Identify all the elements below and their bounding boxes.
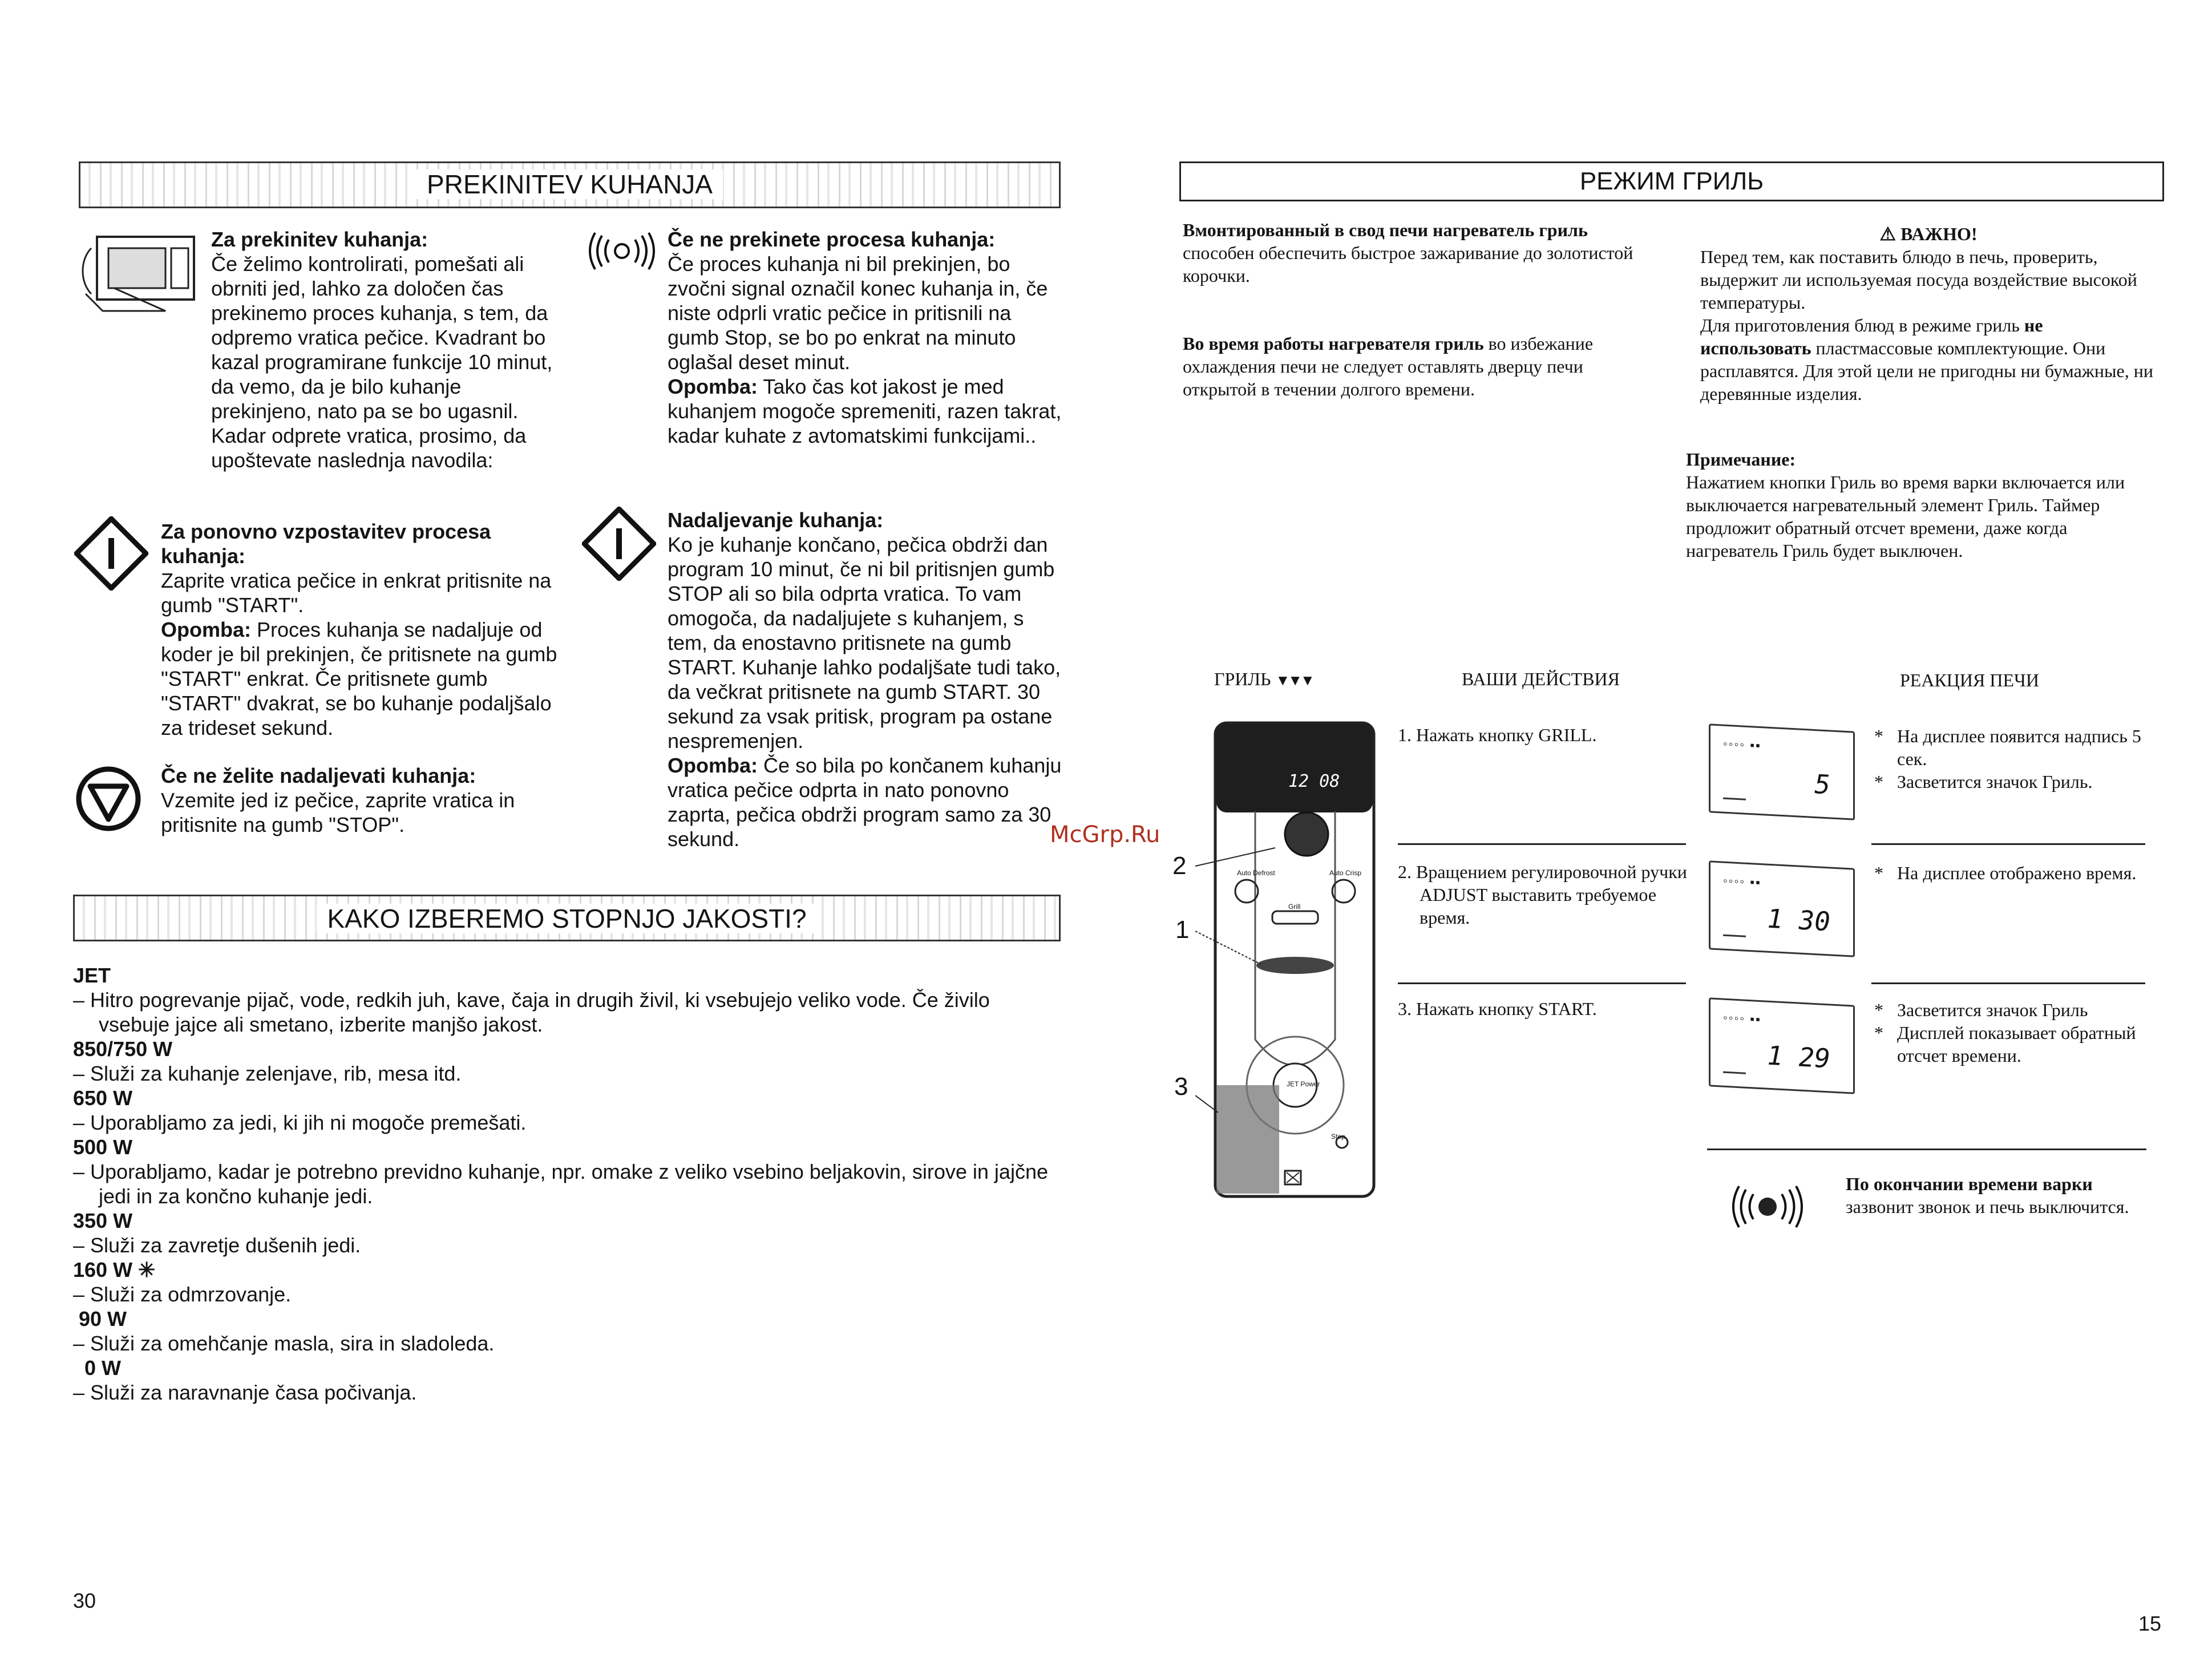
- triangles-icon: ▼▼▼: [1275, 672, 1313, 689]
- warning-icon: ⚠: [1879, 224, 1896, 244]
- power-label: 0 W: [84, 1356, 122, 1380]
- heading-no-interrupt: Če ne prekinete procesa kuhanja:: [668, 228, 996, 251]
- paragraph-no-interrupt: Če proces kuhanja ni bil prekinjen, bo zvočni signal označil konec kuhanja in, če niste odprli vratic pečice in pritisnili na gumb Stop, se bo po enkrat na minuto oglašal deset minut.: [668, 252, 1048, 374]
- power-text: – Služi za kuhanje zelenjave, rib, mesa itd.: [73, 1062, 462, 1085]
- note-text: Нажатием кнопки Гриль во время варки включается или выключается нагревательный элемент Гриль. Таймер продложит обратный отсчет времени, даже когда нагреватель Гриль будет выключен.: [1686, 472, 2125, 561]
- section-banner-prekinitev: [79, 161, 1061, 208]
- panel-label-crisp: Auto Crisp: [1329, 869, 1362, 877]
- step-3: 3. Нажать кнопку START.: [1398, 998, 1597, 1019]
- note-block: [1686, 448, 2142, 562]
- watermark: McGrp.Ru: [1050, 822, 1160, 848]
- display-segment: [1723, 1071, 1746, 1074]
- step-2: 2. Вращением регулировочной ручки ADJUST выставить требуемое время.: [1398, 862, 1687, 928]
- power-text: – Hitro pogrevanje pijač, vode, redkih juh, kave, čaja in drugih živil, ki vsebujejo veliko vode. Če živilo vsebuje jajce ali smetano, izberite manjšo jakost.: [73, 988, 990, 1036]
- display-icons: ◦◦◦◦ ▪▪: [1723, 1010, 1761, 1027]
- note-label: Opomba:: [668, 375, 758, 398]
- heading-prekinitev: Za prekinitev kuhanja:: [211, 228, 428, 251]
- header-grill-label: ГРИЛЬ: [1214, 669, 1271, 689]
- power-label: JET: [73, 964, 111, 987]
- end-text: зазвонит звонок и печь выключится.: [1846, 1196, 2129, 1217]
- callout-2: 2: [1172, 852, 1187, 880]
- intro-text: во избежание охлаждения печи не следует оставлять дверцу печи открытой в течении долгого времени.: [1183, 333, 1594, 399]
- display-icons: ◦◦◦◦ ▪▪: [1723, 736, 1761, 753]
- column-2-top: [668, 227, 1067, 448]
- panel-label-grill: Grill: [1288, 903, 1301, 911]
- power-text: – Služi za naravnanje časa počivanja.: [73, 1381, 417, 1404]
- banner-title: РЕЖИМ ГРИЛЬ: [1579, 167, 1764, 195]
- power-list: [73, 963, 1054, 1405]
- intro-bold: Во время работы нагревателя гриль: [1183, 333, 1484, 354]
- section-banner-grill: [1179, 161, 2164, 201]
- power-label: 650 W: [73, 1086, 133, 1110]
- bell-sound-icon: [585, 231, 659, 271]
- power-label: 850/750 W: [73, 1037, 173, 1061]
- power-text: – Uporabljamo, kadar je potrebno previdno kuhanje, npr. omake z veliko vsebino beljakovin, sirove in jajčne jedi in za končno kuhanje jedi.: [73, 1160, 1048, 1208]
- header-actions: ВАШИ ДЕЙСТВИЯ: [1462, 669, 1620, 689]
- heading-no-continue: Če ne želite nadaljevati kuhanja:: [161, 764, 476, 787]
- warning-text: Для приготовления блюд в режиме гриль: [1700, 315, 2020, 335]
- oven-display-step-1: [1709, 723, 1855, 820]
- divider: [1871, 982, 2145, 984]
- page-number-right: 15: [2138, 1612, 2162, 1635]
- display-value: 5: [1814, 769, 1830, 800]
- callout-1: 1: [1175, 916, 1190, 944]
- reaction-text: На дисплее отображено время.: [1897, 863, 2137, 883]
- power-label: 160 W ✳: [73, 1258, 156, 1281]
- start-diamond-icon: [582, 507, 656, 581]
- warning-text: пластмассовые комплектующие. Они расплавятся. Для этой цели не пригодны ни бумажные, ни деревянные изделия.: [1700, 338, 2153, 404]
- paragraph-no-continue: Vzemite jed iz pečice, zaprite vratica in pritisnite na gumb "STOP".: [161, 788, 515, 836]
- intro-bold: Вмонтированный в свод печи нагреватель гриль: [1183, 220, 1588, 240]
- panel-label-defrost: Auto Defrost: [1237, 869, 1275, 877]
- display-value: 1 29: [1767, 1040, 1830, 1074]
- note-no-interrupt: Tako čas kot jakost je med kuhanjem mogoče spremeniti, razen takrat, kadar kuhate z avtomatskimi funkcijami..: [668, 375, 1062, 447]
- intro-text: способен обеспечить быстрое зажаривание до золотистой корочки.: [1183, 242, 1633, 286]
- intro-paragraph-2: [1183, 332, 1628, 401]
- note-label: Opomba:: [668, 754, 758, 777]
- paragraph-restart: Zaprite vratica pečice in enkrat pritisnite na gumb "START".: [161, 569, 552, 617]
- callout-leaders: [1195, 844, 1309, 1118]
- note-title: Примечание:: [1686, 449, 1796, 470]
- end-bold: По окончании времени варки: [1846, 1174, 2093, 1194]
- reaction-text: Дисплей показывает обратный отсчет времени.: [1897, 1022, 2136, 1066]
- reaction-text: На дисплее появится надпись 5 сек.: [1897, 726, 2141, 769]
- power-label: 350 W: [73, 1209, 133, 1232]
- end-of-cooking-note: [1846, 1172, 2154, 1218]
- header-grill: [1214, 668, 1313, 692]
- panel-display: 12 08: [1288, 771, 1340, 791]
- intro-paragraph-1: [1183, 219, 1662, 287]
- reaction-3: * Засветится значок Гриль * Дисплей показывает обратный отсчет времени.: [1874, 1000, 2136, 1066]
- step-1: 1. Нажать кнопку GRILL.: [1398, 725, 1597, 745]
- power-label: 90 W: [79, 1307, 127, 1331]
- warning-bold: не использовать: [1700, 315, 2043, 358]
- heading-continue: Nadaljevanje kuhanja:: [668, 508, 884, 532]
- note-continue: Če so bila po končanem kuhanju vratica pečice odprta in nato ponovno zaprta, pečica obdrži program samo za 30 sekund.: [668, 754, 1062, 851]
- divider: [1871, 843, 2145, 845]
- stop-triangle-icon: [74, 765, 143, 833]
- reaction-text: Засветится значок Гриль: [1897, 1000, 2088, 1020]
- banner-title: KAKO IZBEREMO STOPNJO JAKOSTI?: [317, 904, 816, 933]
- divider: [1707, 1149, 2146, 1150]
- display-segment: [1723, 798, 1746, 800]
- oven-display-step-3: [1709, 997, 1855, 1094]
- column-2-bottom: [668, 508, 1067, 851]
- display-icons: ◦◦◦◦ ▪▪: [1723, 873, 1761, 890]
- page-number-left: 30: [73, 1589, 96, 1612]
- power-label: 500 W: [73, 1135, 133, 1159]
- warning-block: [1700, 223, 2157, 405]
- reaction-1: * На дисплее появится надпись 5 сек. * Засветится значок Гриль.: [1874, 726, 2141, 792]
- callout-3: 3: [1174, 1073, 1188, 1101]
- paragraph-continue: Ko je kuhanje končano, pečica obdrži dan program 10 minut, če ni bil pritisnjen gumb STOP ali so bila odprta vratica. To vam omogoča, da nadaljujete s kuhanjem, s tem, da enostavno pritisnete na gumb START. Kuhanje lahko podaljšate tudi tako, da večkrat pritisnete na gumb START. 30 sekund za vsak pritisk, program pa ostane nespremenjen.: [668, 533, 1061, 753]
- panel-label-jet: JET Power: [1287, 1080, 1320, 1088]
- warning-title: ВАЖНО!: [1900, 224, 1978, 244]
- reaction-text: Засветится значок Гриль.: [1897, 771, 2093, 792]
- panel-label-stop: Stop: [1331, 1133, 1345, 1141]
- start-diamond-icon: [74, 516, 148, 591]
- paragraph-prekinitev: Če želimo kontrolirati, pomešati ali obrniti jed, lahko za določen čas prekinemo proces kuhanja, s tem, da odpremo vratica pečice. Kvadrant bo kazal programirane funkcije 10 minut, da vemo, da je bilo kuhanje prekinjeno, nato pa se bo ugasnil. Kadar odprete vratica, prosimo, da upoštevate naslednja navodila:: [211, 252, 553, 472]
- power-text: – Služi za zavretje dušenih jedi.: [73, 1234, 361, 1257]
- power-text: – Služi za odmrzovanje.: [73, 1283, 292, 1306]
- block-no-continue: [161, 763, 560, 837]
- column-1: [160, 227, 559, 472]
- banner-title: PREKINITEV KUHANJA: [416, 169, 723, 199]
- divider: [1398, 982, 1686, 984]
- bell-sound-icon: [1728, 1184, 1807, 1230]
- header-reaction: РЕАКЦИЯ ПЕЧИ: [1900, 670, 2039, 690]
- display-segment: [1723, 935, 1746, 937]
- oven-display-step-2: [1709, 860, 1855, 957]
- display-value: 1 30: [1767, 903, 1830, 937]
- note-restart: Proces kuhanja se nadaljuje od koder je bil prekinjen, če pritisnete na gumb "START" enkrat. Če pritisnete gumb "START" dvakrat, se bo kuhanje podaljšalo za trideset sekund.: [161, 618, 557, 739]
- section-banner-jakost: [73, 895, 1061, 941]
- divider: [1398, 843, 1686, 845]
- warning-text: Перед тем, как поставить блюдо в печь, проверить, выдержит ли используемая посуда воздействие высокой температуры.: [1700, 246, 2137, 313]
- block-restart: [161, 519, 560, 740]
- power-text: – Uporabljamo za jedi, ki jih ni mogoče premešati.: [73, 1111, 527, 1134]
- power-text: – Služi za omehčanje masla, sira in sladoleda.: [73, 1332, 495, 1355]
- heading-restart: Za ponovno vzpostavitev procesa kuhanja:: [161, 520, 491, 568]
- note-label: Opomba:: [161, 618, 251, 641]
- reaction-2: * На дисплее отображено время.: [1874, 863, 2137, 883]
